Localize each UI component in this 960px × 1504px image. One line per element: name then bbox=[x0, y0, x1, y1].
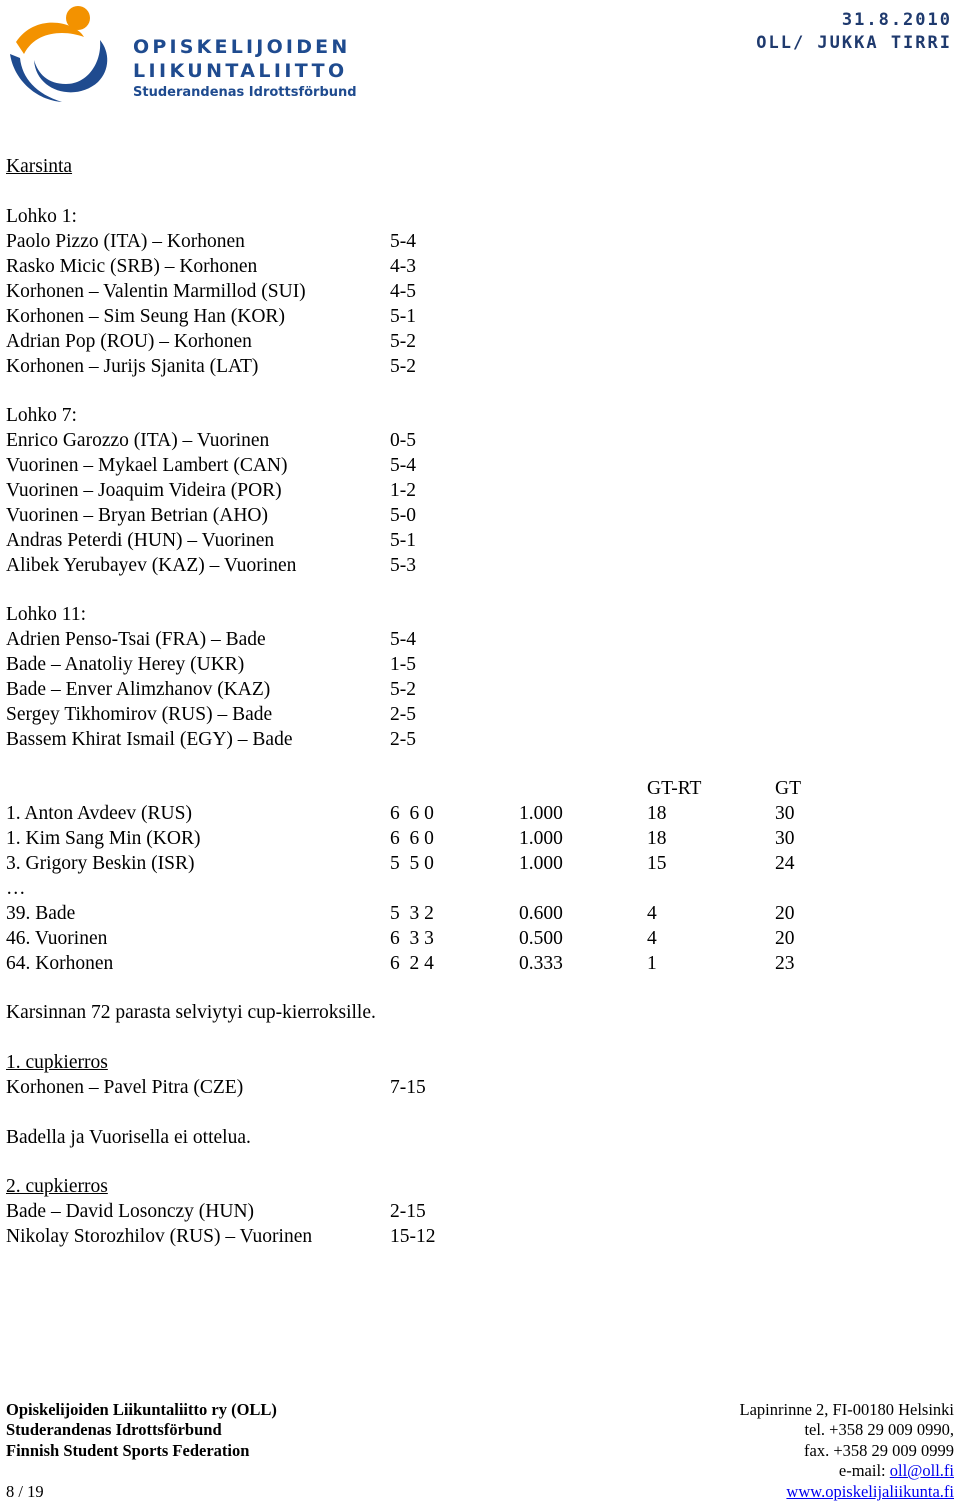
bout-match: Nikolay Storozhilov (RUS) – Vuorinen bbox=[6, 1226, 313, 1247]
bout-score: 5-2 bbox=[390, 356, 416, 377]
bout-match: Bade – Enver Alimzhanov (KAZ) bbox=[6, 679, 271, 700]
bout-match: Andras Peterdi (HUN) – Vuorinen bbox=[6, 530, 275, 551]
footer-address: Lapinrinne 2, FI-00180 Helsinki bbox=[739, 1400, 954, 1419]
bout-match: Sergey Tikhomirov (RUS) – Bade bbox=[6, 704, 273, 725]
bout-score: 5-4 bbox=[390, 455, 416, 476]
bout-match: Korhonen – Sim Seung Han (KOR) bbox=[6, 306, 285, 327]
qualification-note: Karsinnan 72 parasta selviytyi cup-kierroksille. bbox=[6, 1002, 376, 1023]
bout-score: 7-15 bbox=[390, 1077, 426, 1098]
bout-score: 1-5 bbox=[390, 654, 416, 675]
standing-gtrt: 18 bbox=[647, 803, 667, 824]
standing-record: 5 3 2 bbox=[390, 903, 434, 924]
standing-gt: 30 bbox=[775, 828, 795, 849]
bout-match: Vuorinen – Joaquim Videira (POR) bbox=[6, 480, 282, 501]
standing-gt: 20 bbox=[775, 928, 795, 949]
bout-match: Korhonen – Valentin Marmillod (SUI) bbox=[6, 281, 306, 302]
logo-line-2: LIIKUNTALIITTO bbox=[133, 60, 348, 82]
standing-ratio: 1.000 bbox=[519, 853, 563, 874]
email-link[interactable]: oll@oll.fi bbox=[889, 1461, 954, 1480]
standing-record: 6 6 0 bbox=[390, 803, 434, 824]
standing-gt: 24 bbox=[775, 853, 795, 874]
bout-score: 5-2 bbox=[390, 331, 416, 352]
footer-org-swedish: Studerandenas Idrottsförbund bbox=[6, 1420, 222, 1439]
bout-score: 5-1 bbox=[390, 530, 416, 551]
bout-match: Adrien Penso-Tsai (FRA) – Bade bbox=[6, 629, 266, 650]
bout-match: Enrico Garozzo (ITA) – Vuorinen bbox=[6, 430, 270, 451]
footer-org-name: Opiskelijoiden Liikuntaliitto ry (OLL) bbox=[6, 1400, 277, 1419]
bout-score: 4-5 bbox=[390, 281, 416, 302]
bout-score: 0-5 bbox=[390, 430, 416, 451]
bout-score: 5-2 bbox=[390, 679, 416, 700]
bout-match: Korhonen – Pavel Pitra (CZE) bbox=[6, 1077, 244, 1098]
standing-record: 6 3 3 bbox=[390, 928, 434, 949]
standing-gtrt: 15 bbox=[647, 853, 667, 874]
pool-label: Lohko 11: bbox=[6, 604, 86, 625]
footer-web-line bbox=[786, 1482, 954, 1503]
bout-score: 1-2 bbox=[390, 480, 416, 501]
logo-line-1: OPISKELIJOIDEN bbox=[133, 36, 351, 58]
standing-gtrt: 1 bbox=[647, 953, 657, 974]
standing-record: 5 5 0 bbox=[390, 853, 434, 874]
header-gtrt: GT-RT bbox=[647, 778, 702, 799]
website-link[interactable]: www.opiskelijaliikunta.fi bbox=[786, 1482, 954, 1501]
standing-gt: 23 bbox=[775, 953, 795, 974]
standing-name: 1. Kim Sang Min (KOR) bbox=[6, 828, 201, 849]
round-title: 1. cupkierros bbox=[6, 1052, 108, 1073]
bout-match: Rasko Micic (SRB) – Korhonen bbox=[6, 256, 258, 277]
bout-score: 5-4 bbox=[390, 231, 416, 252]
pool-label: Lohko 1: bbox=[6, 206, 77, 227]
footer-org-english: Finnish Student Sports Federation bbox=[6, 1441, 250, 1460]
section-title: Karsinta bbox=[6, 156, 73, 177]
oll-logo-icon bbox=[6, 2, 118, 104]
bout-match: Vuorinen – Bryan Betrian (AHO) bbox=[6, 505, 269, 526]
standing-ratio: 0.500 bbox=[519, 928, 563, 949]
page-number: 8 / 19 bbox=[6, 1482, 44, 1501]
bout-match: Alibek Yerubayev (KAZ) – Vuorinen bbox=[6, 555, 297, 576]
footer-email-line bbox=[839, 1461, 954, 1482]
bout-score: 2-5 bbox=[390, 704, 416, 725]
footer-tel: tel. +358 29 009 0990, bbox=[804, 1420, 954, 1439]
bout-match: Adrian Pop (ROU) – Korhonen bbox=[6, 331, 252, 352]
standing-name: 64. Korhonen bbox=[6, 953, 114, 974]
standing-name: 3. Grigory Beskin (ISR) bbox=[6, 853, 195, 874]
standing-record: 6 6 0 bbox=[390, 828, 434, 849]
bout-score: 4-3 bbox=[390, 256, 416, 277]
bout-match: Bade – David Losonczy (HUN) bbox=[6, 1201, 255, 1222]
standing-name: 46. Vuorinen bbox=[6, 928, 108, 949]
round-title: 2. cupkierros bbox=[6, 1176, 108, 1197]
standing-ratio: 1.000 bbox=[519, 828, 563, 849]
bout-score: 2-15 bbox=[390, 1201, 426, 1222]
bout-score: 5-0 bbox=[390, 505, 416, 526]
bout-score: 5-1 bbox=[390, 306, 416, 327]
logo-line-3: Studerandenas Idrottsförbund bbox=[133, 85, 357, 100]
standing-record: 6 2 4 bbox=[390, 953, 434, 974]
bout-match: Korhonen – Jurijs Sjanita (LAT) bbox=[6, 356, 259, 377]
standing-gtrt: 4 bbox=[647, 928, 657, 949]
standing-gtrt: 18 bbox=[647, 828, 667, 849]
standing-ratio: 1.000 bbox=[519, 803, 563, 824]
bout-score: 2-5 bbox=[390, 729, 416, 750]
standing-gt: 30 bbox=[775, 803, 795, 824]
bout-score: 5-3 bbox=[390, 555, 416, 576]
pool-label: Lohko 7: bbox=[6, 405, 77, 426]
standing-ellipsis: … bbox=[6, 878, 26, 899]
bout-match: Paolo Pizzo (ITA) – Korhonen bbox=[6, 231, 245, 252]
standing-ratio: 0.333 bbox=[519, 953, 563, 974]
footer-fax: fax. +358 29 009 0999 bbox=[804, 1441, 954, 1460]
bye-note: Badella ja Vuorisella ei ottelua. bbox=[6, 1127, 251, 1148]
bout-score: 15-12 bbox=[390, 1226, 436, 1247]
bout-match: Bade – Anatoliy Herey (UKR) bbox=[6, 654, 245, 675]
header-date: 31.8.2010 bbox=[841, 10, 952, 30]
standing-name: 39. Bade bbox=[6, 903, 76, 924]
header-author: OLL/ JUKKA TIRRI bbox=[756, 33, 952, 53]
bout-match: Bassem Khirat Ismail (EGY) – Bade bbox=[6, 729, 293, 750]
header-gt: GT bbox=[775, 778, 801, 799]
standing-ratio: 0.600 bbox=[519, 903, 563, 924]
standing-gtrt: 4 bbox=[647, 903, 657, 924]
standing-gt: 20 bbox=[775, 903, 795, 924]
bout-score: 5-4 bbox=[390, 629, 416, 650]
email-label: e-mail: bbox=[838, 1461, 886, 1480]
standing-name: 1. Anton Avdeev (RUS) bbox=[6, 803, 192, 824]
bout-match: Vuorinen – Mykael Lambert (CAN) bbox=[6, 455, 288, 476]
